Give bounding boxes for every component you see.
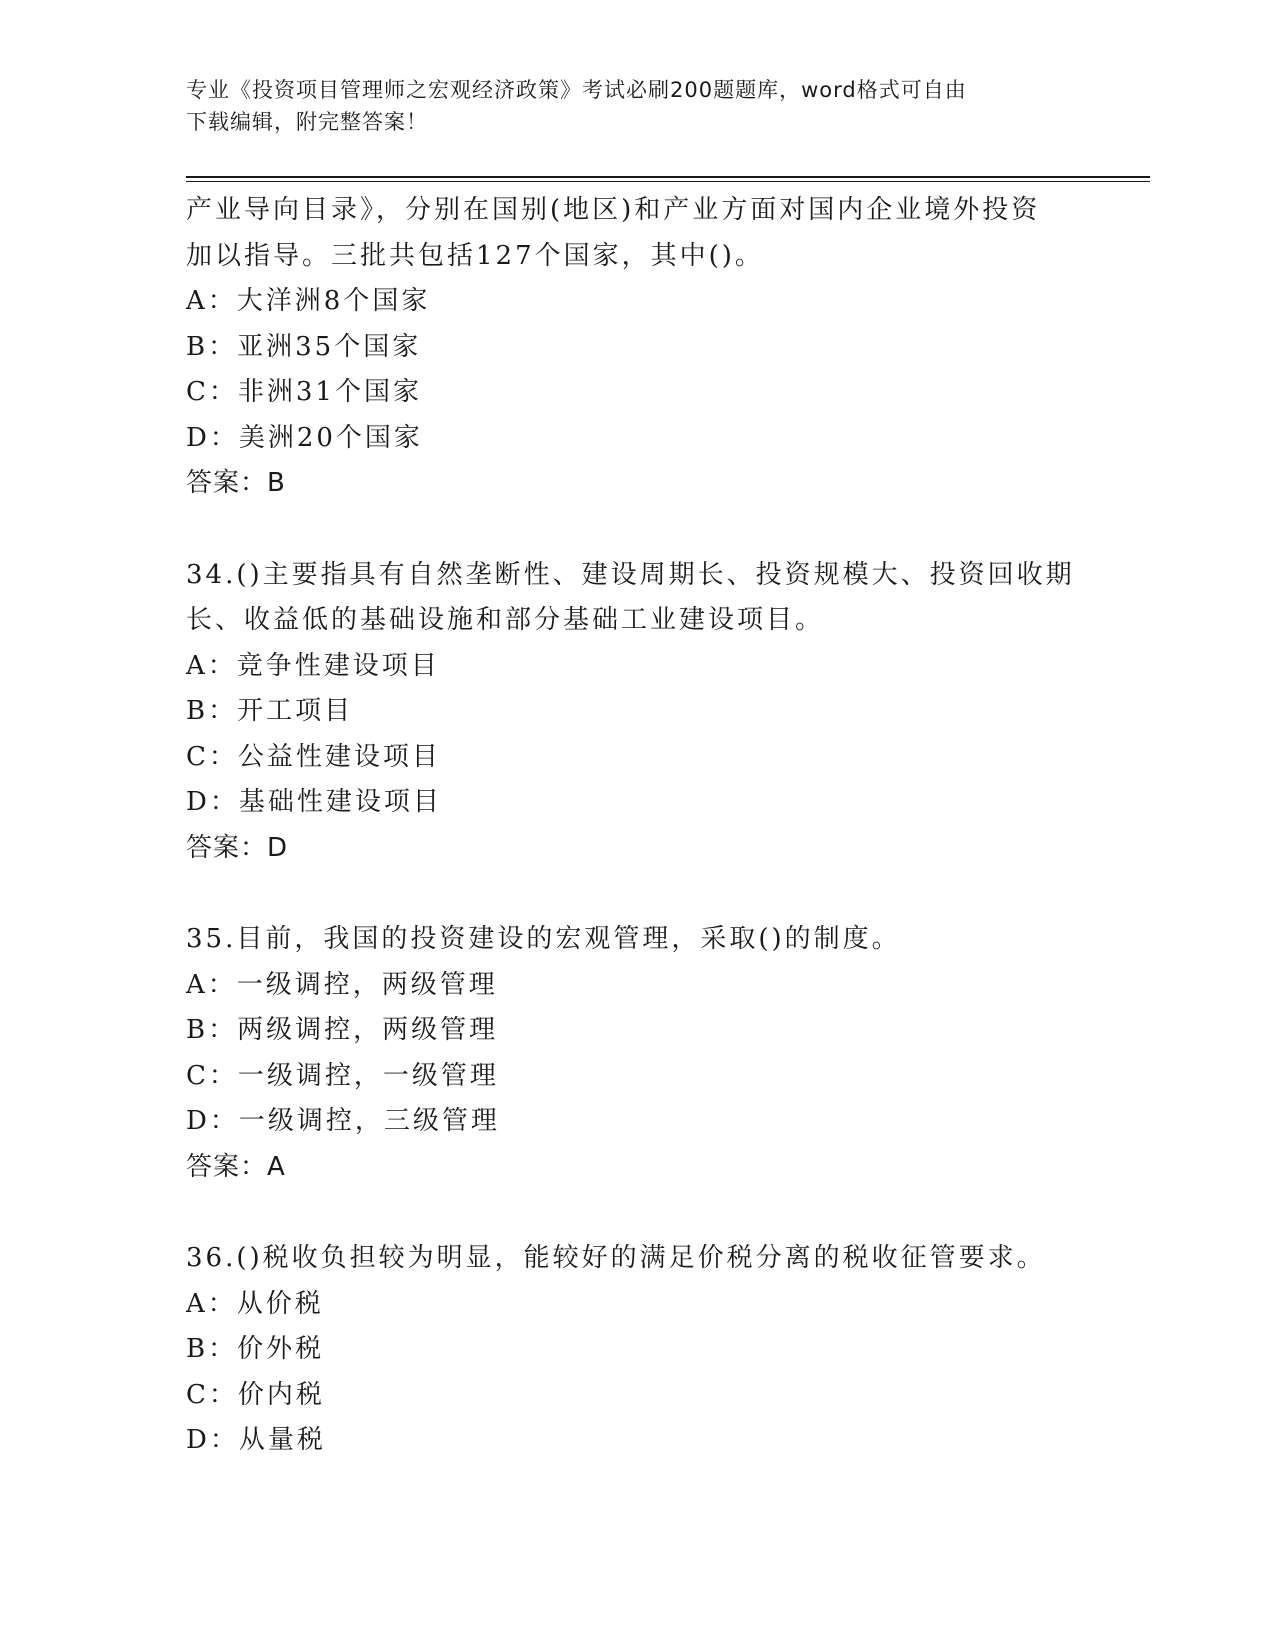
question-text: 36.()税收负担较为明显，能较好的满足价税分离的税收征管要求。 [186,1243,1046,1273]
option-a: A：竞争性建设项目 [186,650,440,681]
spacer [186,1190,1086,1236]
question-36 [186,1236,1086,1464]
option-d: D：从量税 [186,1425,326,1455]
question-34 [186,553,1086,872]
option-d: D：基础性建设项目 [186,787,442,817]
question-33 [186,188,1086,507]
option-b: B：亚洲35个国家 [186,331,422,362]
option-a: A：大洋洲8个国家 [186,286,431,316]
option-a: A：从价税 [186,1288,324,1319]
option-c: C：一级调控，一级管理 [186,1060,499,1091]
document-header [186,74,1066,138]
header-divider-thick [186,176,1150,178]
header-line-2: 下载编辑，附完整答案！ [186,110,428,134]
spacer [186,871,1086,917]
option-d: D：一级调控，三级管理 [186,1106,500,1136]
question-text: 加以指导。三批共包括127个国家，其中()。 [186,240,764,271]
answer: 答案：A [186,1151,286,1182]
option-b: B：两级调控，两级管理 [186,1015,499,1045]
option-a: A：一级调控，两级管理 [186,969,498,1000]
question-text: 产业导向目录》，分别在国别(地区)和产业方面对国内企业境外投资 [186,195,1041,225]
header-divider-thin [186,181,1150,182]
question-35 [186,917,1086,1190]
option-c: C：公益性建设项目 [186,741,441,772]
question-text: 34.()主要指具有自然垄断性、建设周期长、投资规模大、投资回收期 [186,559,1075,590]
answer: 答案：D [186,832,289,863]
question-text: 35.目前，我国的投资建设的宏观管理，采取()的制度。 [186,924,901,954]
question-text: 长、收益低的基础设施和部分基础工业建设项目。 [186,605,825,635]
option-d: D：美洲20个国家 [186,422,423,453]
option-c: C：非洲31个国家 [186,377,422,407]
option-b: B：价外税 [186,1334,325,1364]
question-list [186,188,1086,1464]
header-line-1: 专业《投资项目管理师之宏观经济政策》考试必刷200题题库，word格式可自由 [186,78,967,102]
option-c: C：价内税 [186,1379,325,1410]
answer: 答案：B [186,468,286,498]
option-b: B：开工项目 [186,696,354,726]
spacer [186,507,1086,553]
